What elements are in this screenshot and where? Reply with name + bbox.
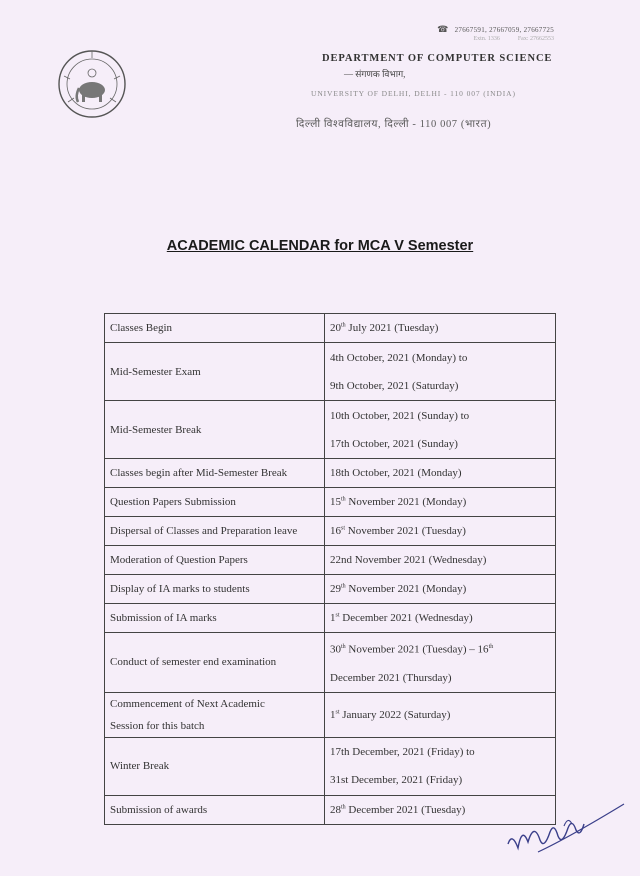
date-text: 29 bbox=[330, 583, 341, 595]
table-row bbox=[105, 795, 556, 824]
department-name: DEPARTMENT OF COMPUTER SCIENCE bbox=[322, 53, 553, 64]
phone-numbers: 27667591, 27667059, 27667725 bbox=[454, 26, 554, 34]
date-cell bbox=[325, 517, 556, 546]
date-text: November 2021 (Monday) bbox=[345, 496, 467, 508]
event-cell bbox=[105, 459, 325, 488]
date-line bbox=[330, 322, 555, 334]
date-line bbox=[330, 372, 555, 400]
date-line bbox=[330, 766, 555, 794]
event-text: Commencement of Next Academic bbox=[110, 697, 265, 710]
calendar-table bbox=[104, 313, 556, 825]
date-line bbox=[330, 344, 555, 372]
date-line bbox=[330, 709, 555, 721]
date-text: 1 bbox=[330, 612, 336, 624]
event-cell bbox=[105, 633, 325, 693]
date-text: January 2022 (Saturday) bbox=[339, 708, 451, 721]
department-name-hindi: — संगणक विभाग, bbox=[344, 69, 406, 79]
contact-block bbox=[437, 24, 554, 42]
date-cell bbox=[325, 633, 556, 693]
date-cell bbox=[325, 488, 556, 517]
event-cell bbox=[105, 401, 325, 459]
event-text: Conduct of semester end examination bbox=[110, 656, 277, 669]
event-cell bbox=[105, 343, 325, 401]
date-text: 31st December, 2021 (Friday) bbox=[330, 774, 463, 787]
event-cell bbox=[105, 737, 325, 795]
date-text: December 2021 (Wednesday) bbox=[339, 612, 473, 624]
date-ordinal-suffix: th bbox=[341, 322, 346, 329]
telephone-icon: ☎ bbox=[437, 24, 449, 34]
date-line bbox=[330, 402, 555, 430]
event-cell bbox=[105, 795, 325, 824]
date-ordinal-suffix: th bbox=[341, 804, 346, 810]
event-text: Submission of awards bbox=[110, 803, 208, 816]
phone-line bbox=[437, 24, 554, 35]
date-line bbox=[330, 738, 555, 766]
date-line bbox=[330, 430, 555, 458]
event-cell bbox=[105, 546, 325, 575]
event-text: Classes Begin bbox=[110, 322, 173, 334]
event-cell bbox=[105, 517, 325, 546]
date-cell bbox=[325, 546, 556, 575]
table-row bbox=[105, 314, 556, 343]
date-ordinal-suffix: th bbox=[341, 644, 346, 650]
date-cell bbox=[325, 459, 556, 488]
event-text: Session for this batch bbox=[110, 719, 205, 732]
date-line bbox=[330, 664, 555, 692]
event-text: Winter Break bbox=[110, 760, 170, 773]
date-text: 28 bbox=[330, 803, 341, 816]
date-text: 9th October, 2021 (Saturday) bbox=[330, 379, 459, 392]
signature-icon bbox=[498, 792, 628, 862]
event-text: Question Papers Submission bbox=[110, 496, 236, 508]
date-ordinal-suffix: th bbox=[341, 583, 346, 590]
event-text: Submission of IA marks bbox=[110, 612, 217, 624]
table-row bbox=[105, 604, 556, 633]
date-text: 17th December, 2021 (Friday) to bbox=[330, 746, 475, 759]
department-name-hindi-text: संगणक विभाग, bbox=[355, 69, 406, 79]
event-cell bbox=[105, 314, 325, 343]
event-text: Dispersal of Classes and Preparation leave bbox=[110, 525, 298, 537]
date-text: 10th October, 2021 (Sunday) to bbox=[330, 409, 470, 422]
page-title: ACADEMIC CALENDAR for MCA V Semester bbox=[166, 238, 474, 254]
table-row bbox=[105, 692, 556, 737]
date-text: 1 bbox=[330, 708, 336, 721]
event-cell bbox=[105, 692, 325, 737]
date-line bbox=[330, 525, 555, 537]
date-ordinal-suffix: st bbox=[341, 525, 346, 532]
event-cell bbox=[105, 488, 325, 517]
date-text: 4th October, 2021 (Monday) to bbox=[330, 351, 468, 364]
table-row bbox=[105, 737, 556, 795]
event-text: Mid-Semester Break bbox=[110, 423, 202, 436]
date-line bbox=[330, 554, 555, 566]
date-line bbox=[330, 467, 555, 479]
date-text: 30 bbox=[330, 643, 341, 656]
event-cell bbox=[105, 604, 325, 633]
date-cell bbox=[325, 737, 556, 795]
table-row bbox=[105, 488, 556, 517]
extension: Extn. 1336 bbox=[473, 36, 500, 42]
date-text: 15 bbox=[330, 496, 341, 508]
event-text: Mid-Semester Exam bbox=[110, 365, 201, 378]
date-text: 20 bbox=[330, 322, 341, 334]
table-row bbox=[105, 546, 556, 575]
date-ordinal-suffix: th bbox=[341, 496, 346, 503]
date-line bbox=[330, 583, 555, 595]
fax: Fax: 27662553 bbox=[517, 36, 554, 42]
date-text: 17th October, 2021 (Sunday) bbox=[330, 437, 458, 450]
date-text: November 2021 (Monday) bbox=[345, 583, 467, 595]
table-row bbox=[105, 517, 556, 546]
date-cell bbox=[325, 692, 556, 737]
university-address: UNIVERSITY OF DELHI, DELHI - 110 007 (INDIA) bbox=[311, 89, 516, 98]
date-text: 22nd November 2021 (Wednesday) bbox=[330, 554, 487, 566]
table-row bbox=[105, 401, 556, 459]
date-cell bbox=[325, 314, 556, 343]
date-text: December 2021 (Tuesday) bbox=[345, 803, 466, 816]
date-text: July 2021 (Tuesday) bbox=[345, 322, 439, 334]
event-text: Moderation of Question Papers bbox=[110, 554, 248, 566]
date-text: November 2021 (Tuesday) – 16 bbox=[345, 643, 489, 656]
date-text: 16 bbox=[330, 525, 341, 537]
event-text: Display of IA marks to students bbox=[110, 583, 250, 595]
university-address-hindi: दिल्ली विश्वविद्यालय, दिल्ली - 110 007 (भारत) bbox=[296, 119, 492, 130]
table-row bbox=[105, 575, 556, 604]
date-text: November 2021 (Tuesday) bbox=[345, 525, 466, 537]
table-row bbox=[105, 633, 556, 693]
date-cell bbox=[325, 604, 556, 633]
date-cell bbox=[325, 401, 556, 459]
date-ordinal-suffix: th bbox=[488, 644, 494, 650]
ext-fax-line bbox=[437, 36, 554, 42]
date-ordinal-suffix: st bbox=[335, 612, 340, 619]
event-cell bbox=[105, 575, 325, 604]
table-row bbox=[105, 459, 556, 488]
date-cell bbox=[325, 343, 556, 401]
table-row bbox=[105, 343, 556, 401]
date-line bbox=[330, 496, 555, 508]
event-text: Classes begin after Mid-Semester Break bbox=[110, 467, 288, 479]
date-ordinal-suffix: st bbox=[335, 709, 340, 715]
university-seal-icon bbox=[56, 46, 128, 122]
date-cell bbox=[325, 575, 556, 604]
date-text: 18th October, 2021 (Monday) bbox=[330, 467, 462, 479]
date-line bbox=[330, 612, 555, 624]
date-line bbox=[330, 633, 555, 664]
date-text: December 2021 (Thursday) bbox=[330, 671, 452, 684]
